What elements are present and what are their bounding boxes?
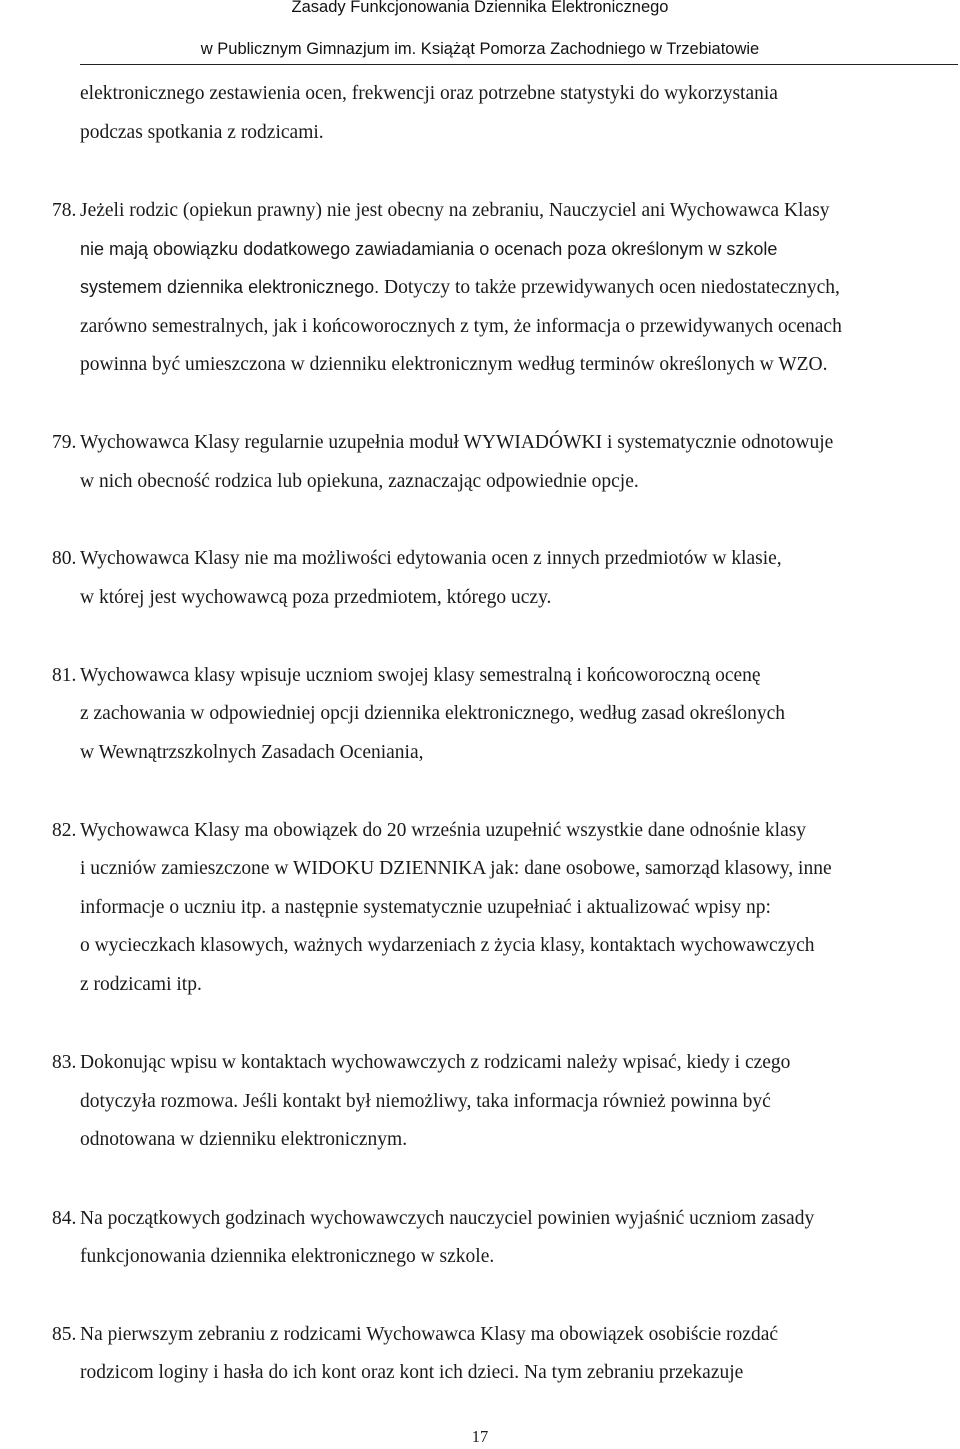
text-line: Wychowawca Klasy ma obowiązek do 20 września uzupełnić wszystkie dane odnośnie klasy: [80, 820, 807, 841]
text-span: Dotyczy to także przewidywanych ocen niedostatecznych,: [379, 277, 840, 298]
text-line: Dokonując wpisu w kontaktach wychowawczych z rodzicami należy wpisać, kiedy i czego: [80, 1052, 791, 1073]
item-number: 84.: [52, 1208, 77, 1229]
text-line: funkcjonowania dziennika elektronicznego w szkole.: [80, 1246, 495, 1267]
text-line: Wychowawca klasy wpisuje uczniom swojej klasy semestralną i końcoworoczną ocenę: [80, 665, 761, 686]
header-title: Zasady Funkcjonowania Dziennika Elektronicznego: [291, 0, 669, 16]
text-line: rodzicom loginy i hasła do ich kont oraz kont ich dzieci. Na tym zebraniu przekazuje: [80, 1362, 744, 1383]
text-line: w której jest wychowawcą poza przedmiotem, którego uczy.: [80, 587, 552, 608]
text-line: z rodzicami itp.: [80, 974, 202, 995]
item-number: 82.: [52, 820, 77, 841]
item-number: 83.: [52, 1052, 77, 1073]
text-line: odnotowana w dzienniku elektronicznym.: [80, 1129, 408, 1150]
text-line: Wychowawca Klasy regularnie uzupełnia moduł WYWIADÓWKI i systematycznie odnotowuje: [80, 432, 834, 453]
header-divider: [80, 64, 958, 65]
text-line: Jeżeli rodzic (opiekun prawny) nie jest obecny na zebraniu, Nauczyciel ani Wychowawca Klasy: [80, 200, 830, 221]
item-number: 81.: [52, 665, 77, 686]
text-line: w nich obecność rodzica lub opiekuna, zaznaczając odpowiednie opcje.: [80, 471, 639, 492]
page-number: 17: [471, 1427, 489, 1446]
text-line: z zachowania w odpowiedniej opcji dziennika elektronicznego, według zasad określonych: [80, 703, 785, 724]
text-line: elektronicznego zestawienia ocen, frekwencji oraz potrzebne statystyki do wykorzystania: [80, 83, 778, 104]
text-line: informacje o uczniu itp. a następnie systematycznie uzupełniać i aktualizować wpisy np:: [80, 897, 771, 918]
text-line: Na pierwszym zebraniu z rodzicami Wychowawca Klasy ma obowiązek osobiście rozdać: [80, 1324, 779, 1345]
text-line: podczas spotkania z rodzicami.: [80, 122, 324, 143]
text-line: Na początkowych godzinach wychowawczych nauczyciel powinien wyjaśnić uczniom zasady: [80, 1208, 815, 1229]
text-line: Wychowawca Klasy nie ma możliwości edytowania ocen z innych przedmiotów w klasie,: [80, 548, 782, 569]
item-number: 78.: [52, 200, 77, 221]
item-number: 79.: [52, 432, 77, 453]
text-span: systemem dziennika elektronicznego.: [80, 277, 380, 297]
item-number: 85.: [52, 1324, 77, 1345]
text-line: powinna być umieszczona w dzienniku elektronicznym według terminów określonych w WZO.: [80, 354, 828, 375]
text-line: [80, 268, 840, 307]
text-line: zarówno semestralnych, jak i końcoworocznych z tym, że informacja o przewidywanych ocenach: [80, 316, 842, 337]
text-line: dotyczyła rozmowa. Jeśli kontakt był niemożliwy, taka informacja również powinna być: [80, 1091, 771, 1112]
header-subtitle: w Publicznym Gimnazjum im. Książąt Pomorza Zachodniego w Trzebiatowie: [200, 40, 760, 58]
text-line: nie mają obowiązku dodatkowego zawiadamiania o ocenach poza określonym w szkole: [80, 239, 778, 259]
text-line: w Wewnątrzszkolnych Zasadach Oceniania,: [80, 742, 424, 763]
item-number: 80.: [52, 548, 77, 569]
text-line: i uczniów zamieszczone w WIDOKU DZIENNIKA jak: dane osobowe, samorząd klasowy, inne: [80, 858, 832, 879]
text-line: o wycieczkach klasowych, ważnych wydarzeniach z życia klasy, kontaktach wychowawczych: [80, 935, 815, 956]
